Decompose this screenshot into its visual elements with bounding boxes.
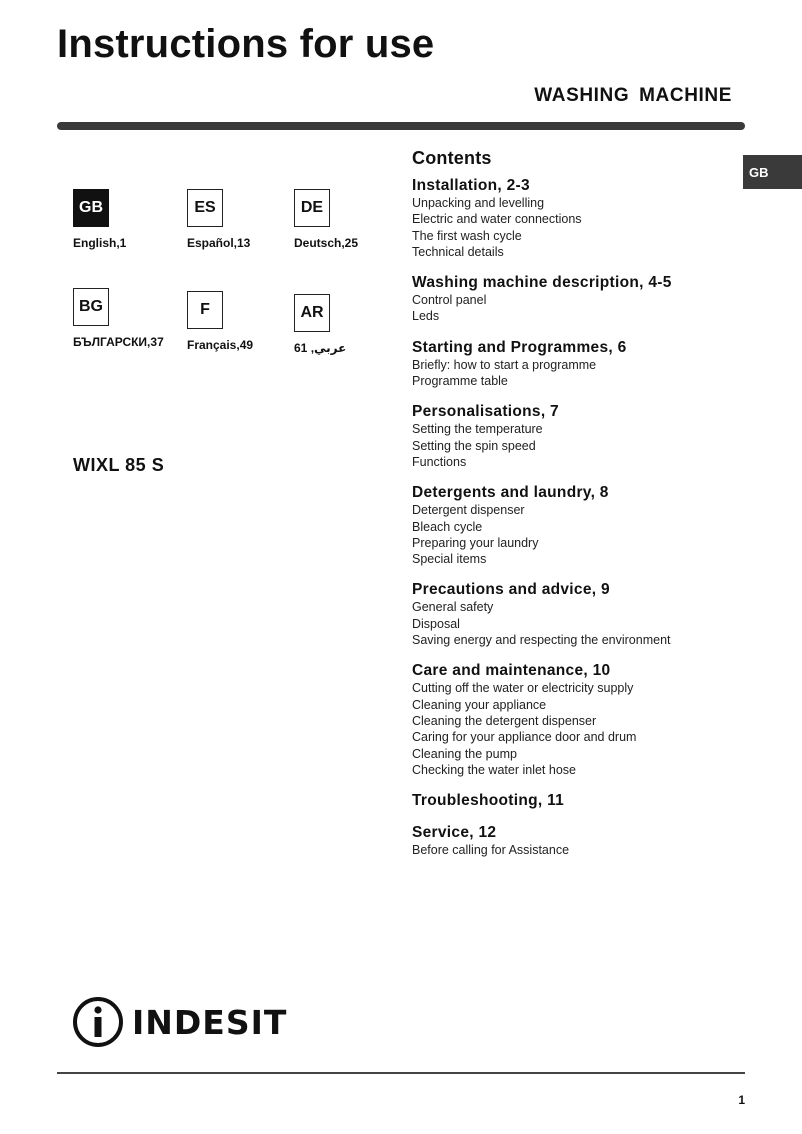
language-code: GB — [73, 189, 109, 227]
language-ar[interactable] — [294, 294, 394, 355]
language-label: English,1 — [73, 236, 127, 250]
section-item[interactable]: Special items — [412, 552, 487, 567]
language-bg[interactable] — [73, 288, 173, 349]
language-code: BG — [73, 288, 109, 326]
contents-section — [412, 484, 752, 567]
section-title[interactable]: Personalisations, 7 — [412, 403, 559, 421]
section-item[interactable]: Unpacking and levelling — [412, 196, 545, 210]
section-title[interactable]: Starting and Programmes, 6 — [412, 338, 627, 356]
section-item[interactable]: Detergent dispenser — [412, 503, 525, 518]
language-label: Français,49 — [187, 338, 254, 352]
language-label: Español,13 — [187, 236, 251, 250]
indesit-logo-icon — [72, 996, 124, 1048]
contents-section — [412, 274, 752, 325]
section-item[interactable]: Bleach cycle — [412, 519, 483, 534]
section-item[interactable]: Disposal — [412, 616, 460, 631]
section-item[interactable]: Checking the water inlet hose — [412, 762, 576, 777]
section-item[interactable]: Before calling for Assistance — [412, 843, 570, 858]
section-item[interactable]: Programme table — [412, 374, 508, 389]
section-item[interactable]: Briefly: how to start a programme — [412, 357, 597, 372]
section-title[interactable]: Care and maintenance, 10 — [412, 662, 611, 680]
section-item[interactable]: The first wash cycle — [412, 228, 522, 243]
contents-heading: Contents — [412, 148, 492, 168]
language-de[interactable] — [294, 189, 394, 250]
brand-name: INDESIT — [132, 1002, 288, 1042]
language-code: AR — [294, 294, 330, 332]
section-title[interactable]: Installation, 2-3 — [412, 177, 530, 194]
language-code: DE — [294, 189, 330, 227]
language-es[interactable] — [187, 189, 287, 250]
section-item[interactable]: Technical details — [412, 244, 504, 259]
section-item[interactable]: Setting the spin speed — [412, 438, 536, 453]
page-number: 1 — [738, 1093, 745, 1107]
language-label: БЪЛГАРСКИ,37 — [73, 335, 164, 349]
section-item[interactable]: Functions — [412, 454, 467, 469]
section-item[interactable]: Preparing your laundry — [412, 535, 539, 550]
table-of-contents — [412, 148, 752, 872]
language-label: Deutsch,25 — [294, 236, 359, 250]
section-item[interactable]: Control panel — [412, 293, 487, 308]
section-item[interactable]: Caring for your appliance door and drum — [412, 730, 637, 745]
section-item[interactable]: Setting the temperature — [412, 422, 543, 437]
language-gb[interactable] — [73, 189, 173, 250]
section-title[interactable]: Washing machine description, 4-5 — [412, 274, 672, 292]
section-title[interactable]: Troubleshooting, 11 — [412, 792, 565, 810]
section-item[interactable]: Cleaning your appliance — [412, 697, 547, 712]
section-item[interactable]: General safety — [412, 600, 494, 615]
language-code: ES — [187, 189, 223, 227]
contents-section — [412, 177, 752, 260]
contents-section — [412, 824, 752, 858]
section-item[interactable]: Saving energy and respecting the environment — [412, 633, 671, 648]
section-title[interactable]: Precautions and advice, 9 — [412, 581, 610, 599]
contents-sections — [412, 177, 752, 858]
language-code: F — [187, 291, 223, 329]
language-label: عربي, 61 — [294, 341, 347, 355]
contents-section — [412, 792, 752, 810]
section-item[interactable]: Cutting off the water or electricity supply — [412, 681, 634, 696]
product-type: WASHING MACHINE — [534, 85, 732, 106]
section-item[interactable]: Cleaning the detergent dispenser — [412, 713, 597, 728]
section-item[interactable]: Leds — [412, 309, 440, 324]
section-item[interactable]: Cleaning the pump — [412, 746, 517, 761]
contents-section — [412, 581, 752, 648]
language-side-tab: GB — [743, 155, 802, 189]
contents-section — [412, 662, 752, 778]
model-number: WIXL 85 S — [73, 455, 165, 475]
section-item[interactable]: Electric and water connections — [412, 212, 582, 227]
header-divider — [57, 122, 745, 130]
language-f[interactable] — [187, 291, 287, 352]
footer-divider — [57, 1072, 745, 1074]
contents-section — [412, 403, 752, 470]
section-title[interactable]: Service, 12 — [412, 824, 497, 842]
page-title: Instructions for use — [57, 22, 435, 66]
section-title[interactable]: Detergents and laundry, 8 — [412, 484, 609, 502]
brand-logo — [72, 996, 287, 1048]
contents-section — [412, 339, 752, 390]
